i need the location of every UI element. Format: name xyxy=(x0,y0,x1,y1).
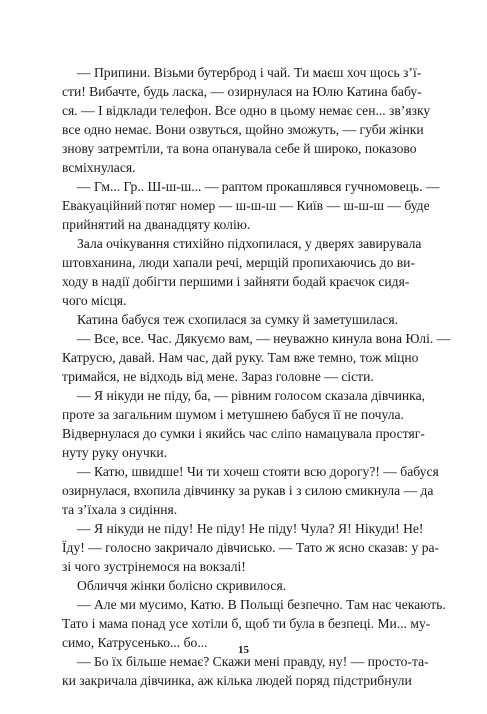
text-line: прийнятий на дванадцяту колію. xyxy=(62,217,251,232)
text-line: Обличчя жінки болісно скривилося. xyxy=(77,578,287,593)
text-line: — Але ми мусимо, Катю. В Польщі безпечно. Там нас чекають. xyxy=(77,597,446,612)
text-line: проте за загальним шумом і метушнею бабуся її не почула. xyxy=(62,407,404,422)
text-line: Їду! — голосно закричало дівчисько. — Тато ж ясно сказав: у ра- xyxy=(62,540,440,555)
text-line: все одно немає. Вони озвуться, щойно зможуть, — губи жінки xyxy=(62,122,424,137)
text-line: Катина бабуся теж схопилася за сумку й заметушилася. xyxy=(77,312,399,327)
text-line: Евакуаційний потяг номер — ш-ш-ш — Київ — ш-ш-ш — буде xyxy=(62,198,430,213)
text-line: — Гм... Гр.. Ш-ш-ш... — раптом прокашлявся гучномовець. — xyxy=(77,179,440,194)
text-line: Відвернулася до сумки і якийсь час сліпо намацувала простяг- xyxy=(62,426,425,441)
text-line: — Все, все. Час. Дякуємо вам, — неуважно кинула вона Юлі. — xyxy=(77,331,451,346)
page-number: 15 xyxy=(238,644,249,656)
text-line: — Я нікуди не піду, ба, — рівним голосом сказала дівчинка, xyxy=(77,388,425,403)
text-line: тримайся, не відходь від мене. Зараз головне — сісти. xyxy=(62,369,374,384)
text-line: всміхнулася. xyxy=(62,160,136,175)
text-line: симо, Катрусенько... бо... xyxy=(62,635,208,650)
text-line: нуту руку онучки. xyxy=(62,445,168,460)
text-line: сти! Вибачте, будь ласка, — озирнулася на Юлю Катина бабу- xyxy=(62,84,422,99)
text-line: озирнулася, вхопила дівчинку за рукав і з силою смикнула — да xyxy=(62,483,434,498)
text-line: — Катю, швидше! Чи ти хочеш стояти всю дорогу?! — бабуся xyxy=(77,464,439,479)
text-line: Зала очікування стихійно підхопилася, у дверях завирувала xyxy=(77,236,422,251)
text-line: ходу в надії добігти першими і зайняти бодай краєчок сидя- xyxy=(62,274,410,289)
text-line: Катрусю, давай. Нам час, дай руку. Там вже темно, тож міцно xyxy=(62,350,419,365)
text-line: — Бо їх більше немає? Скажи мені правду, ну! — просто-та- xyxy=(77,654,429,669)
text-line: — Припини. Візьми бутерброд і чай. Ти маєш хоч щось з’ї- xyxy=(77,65,422,80)
text-line: — Я нікуди не піду! Не піду! Не піду! Чула? Я! Нікуди! Не! xyxy=(77,521,424,536)
text-line: ки закричала дівчинка, аж кілька людей поряд підстрибнули xyxy=(62,673,412,688)
text-line: знову затремтіли, та вона опанувала себе й широко, показово xyxy=(62,141,417,156)
text-line: та з’їхала з сидіння. xyxy=(62,502,178,517)
text-line: ся. — І відклади телефон. Все одно в цьому немає сен... зв’язку xyxy=(62,103,431,118)
body-text xyxy=(62,63,451,690)
text-line: чого місця. xyxy=(62,293,127,308)
text-line: штовханина, люди хапали речі, мерщій пропихаючись до ви- xyxy=(62,255,415,270)
text-line: Тато і мама понад усе хотіли б, щоб ти була в безпеці. Ми... му- xyxy=(62,616,431,631)
text-line: зі чого зустрінемося на вокзалі! xyxy=(62,559,246,574)
